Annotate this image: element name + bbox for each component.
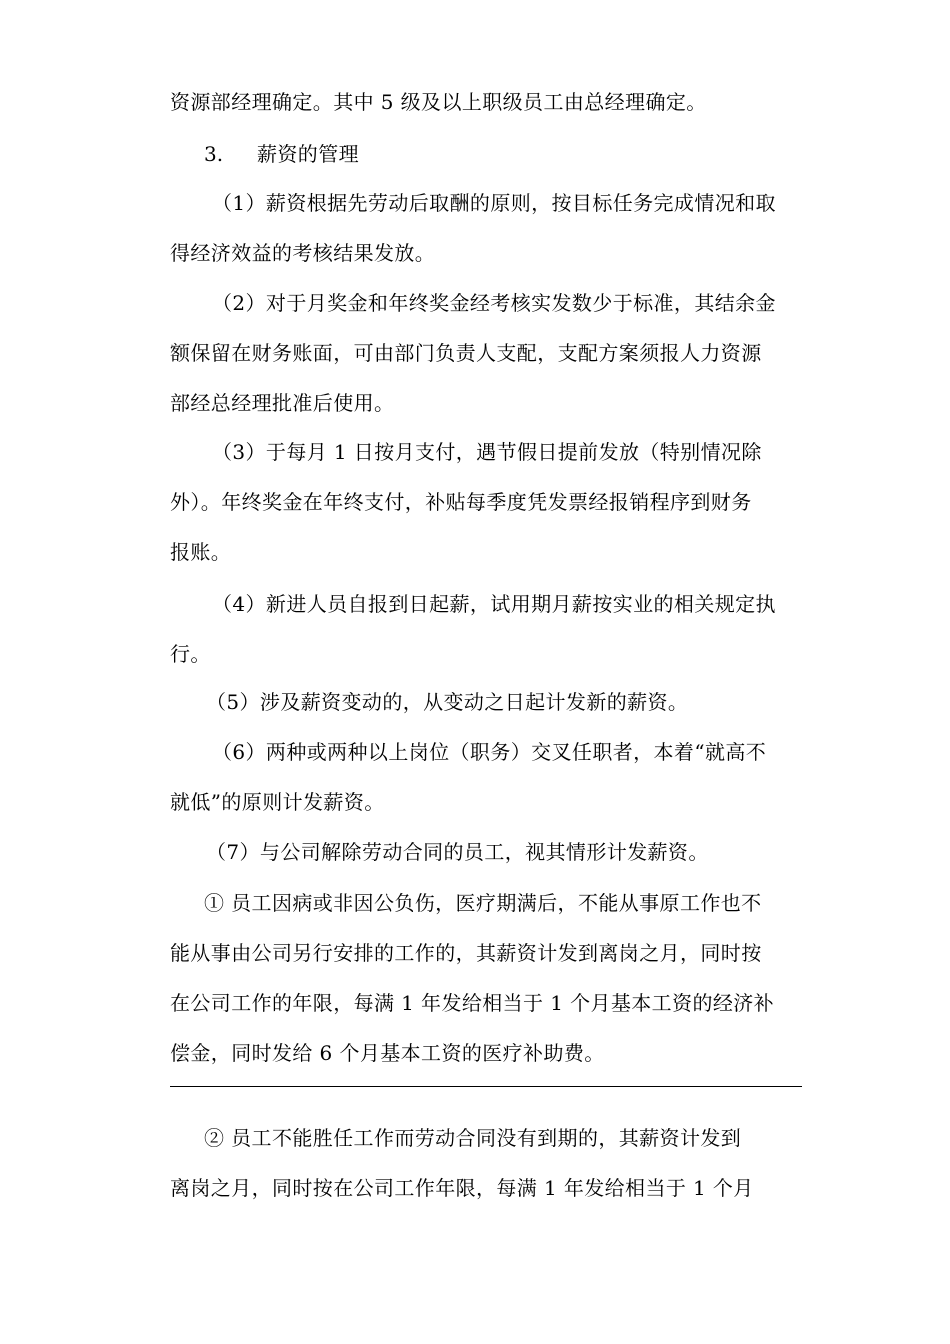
text-line: （5）涉及薪资变动的，从变动之日起计发新的薪资。 [206,690,689,714]
text-line: 资源部经理确定。其中 5 级及以上职级员工由总经理确定。 [170,90,707,114]
text-line: 得经济效益的考核结果发放。 [170,241,436,265]
text-line: （2）对于月奖金和年终奖金经考核实发数少于标准，其结余金 [212,291,776,315]
text-line: （4）新进人员自报到日起薪，试用期月薪按实业的相关规定执 [212,592,776,616]
text-line: 部经总经理批准后使用。 [170,391,395,415]
text-line: 离岗之月，同时按在公司工作年限，每满 1 年发给相当于 1 个月 [170,1176,754,1200]
text-line: （7）与公司解除劳动合同的员工，视其情形计发薪资。 [206,840,709,864]
section-title: 薪资的管理 [257,142,359,166]
text-line: 在公司工作的年限，每满 1 年发给相当于 1 个月基本工资的经济补 [170,991,775,1015]
section-number: 3. [204,142,224,166]
text-line: 外）。年终奖金在年终支付，补贴每季度凭发票经报销程序到财务 [170,490,752,514]
text-line: 能从事由公司另行安排的工作的，其薪资计发到离岗之月，同时按 [170,941,762,965]
text-line: ② 员工不能胜任工作而劳动合同没有到期的，其薪资计发到 [204,1126,742,1150]
text-line: 报账。 [170,540,232,564]
text-line: （6）两种或两种以上岗位（职务）交叉任职者，本着“就高不 [212,740,767,764]
text-line: 偿金，同时发给 6 个月基本工资的医疗补助费。 [170,1041,605,1065]
text-line: 就低”的原则计发薪资。 [170,790,385,814]
page-divider [170,1086,802,1087]
text-line: （1）薪资根据先劳动后取酬的原则，按目标任务完成情况和取 [212,191,776,215]
text-line: 行。 [170,642,211,666]
text-line: （3）于每月 1 日按月支付，遇节假日提前发放（特别情况除 [212,440,762,464]
text-line: ① 员工因病或非因公负伤，医疗期满后，不能从事原工作也不 [204,891,762,915]
text-line: 额保留在财务账面，可由部门负责人支配，支配方案须报人力资源 [170,341,762,365]
